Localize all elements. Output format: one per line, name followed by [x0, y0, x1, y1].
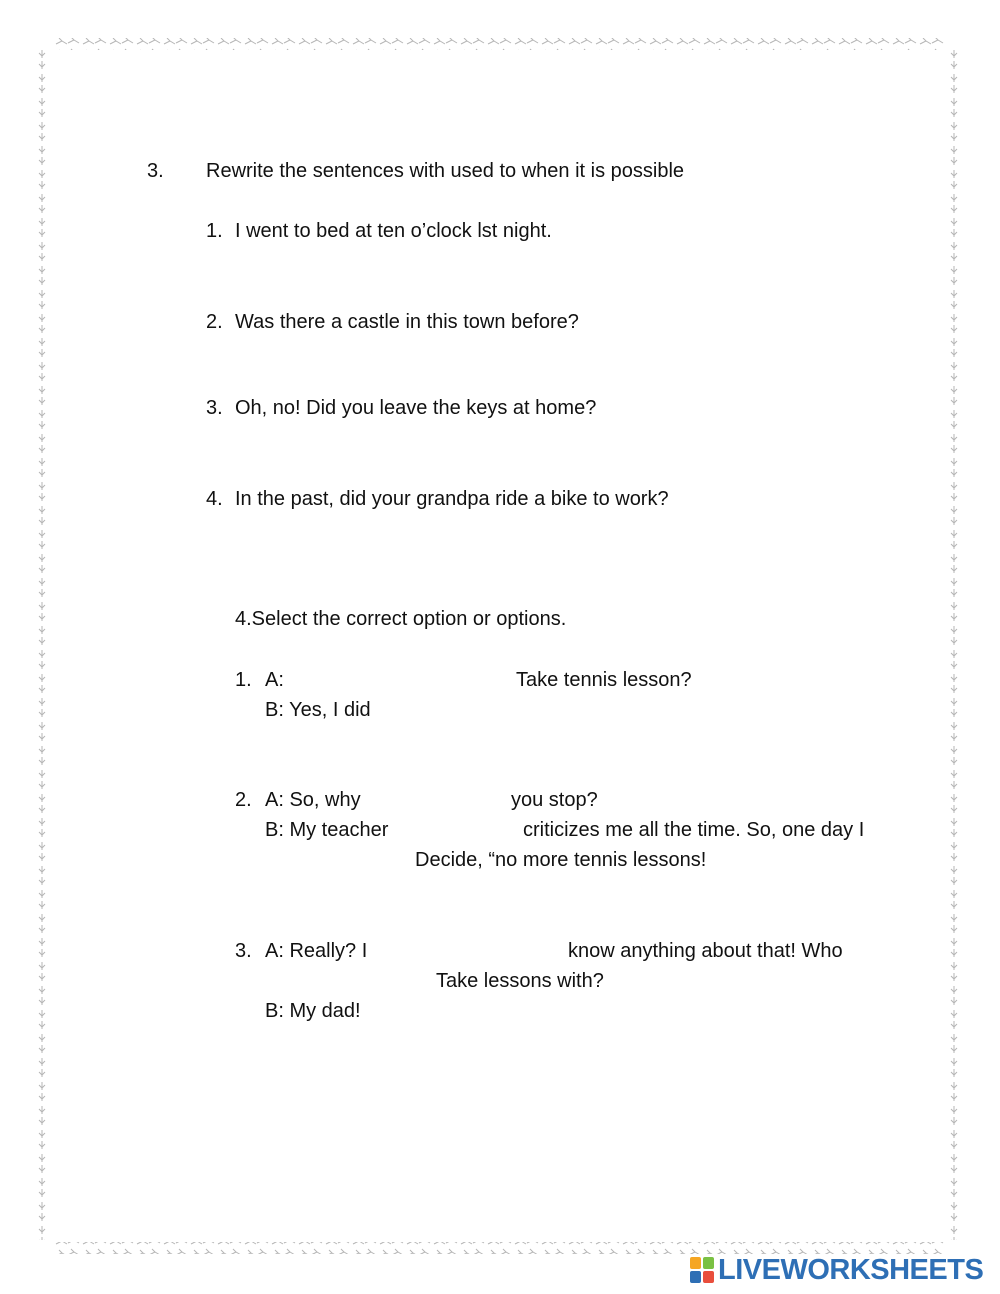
item-number: 1. — [206, 220, 223, 242]
question-number: 3. — [235, 940, 252, 962]
section-3-number: 3. — [147, 160, 164, 182]
dialogue-a-suffix: you stop? — [511, 789, 598, 811]
dialogue-b-line2: Decide, “no more tennis lessons! — [415, 849, 707, 871]
dialogue-b-prefix: B: My teacher — [265, 819, 389, 841]
section-3-instruction: Rewrite the sentences with used to when it is possible — [206, 160, 685, 182]
liveworksheets-logo — [690, 1254, 983, 1286]
dialogue-a-suffix: Take tennis lesson? — [516, 669, 692, 691]
item-number: 3. — [206, 397, 223, 419]
logo-square — [703, 1271, 714, 1283]
item-text: I went to bed at ten o’clock lst night. — [235, 220, 552, 242]
dialogue-b-suffix: criticizes me all the time. So, one day I — [523, 819, 865, 841]
logo-square — [703, 1257, 714, 1269]
logo-square — [690, 1271, 701, 1283]
brand-text: LIVEWORKSHEETS — [718, 1253, 984, 1286]
dialogue-a-prefix: A: So, why — [265, 789, 361, 811]
question-number: 2. — [235, 789, 252, 811]
dialogue-a-suffix: know anything about that! Who — [568, 940, 843, 962]
item-number: 4. — [206, 488, 223, 510]
dialogue-b-line: B: My dad! — [265, 1000, 361, 1022]
dialogue-a-prefix: A: Really? I — [265, 940, 368, 962]
item-number: 2. — [206, 311, 223, 333]
liveworksheets-logo-icon — [690, 1257, 714, 1283]
item-text: Was there a castle in this town before? — [235, 311, 579, 333]
dialogue-b-line: B: Yes, I did — [265, 699, 371, 721]
section-4-instruction: 4.Select the correct option or options. — [235, 608, 567, 630]
logo-square — [690, 1257, 701, 1269]
item-text: In the past, did your grandpa ride a bike to work? — [235, 488, 669, 510]
question-number: 1. — [235, 669, 252, 691]
item-text: Oh, no! Did you leave the keys at home? — [235, 397, 597, 419]
dialogue-a-line2: Take lessons with? — [436, 970, 604, 992]
dialogue-a-prefix: A: — [265, 669, 284, 691]
